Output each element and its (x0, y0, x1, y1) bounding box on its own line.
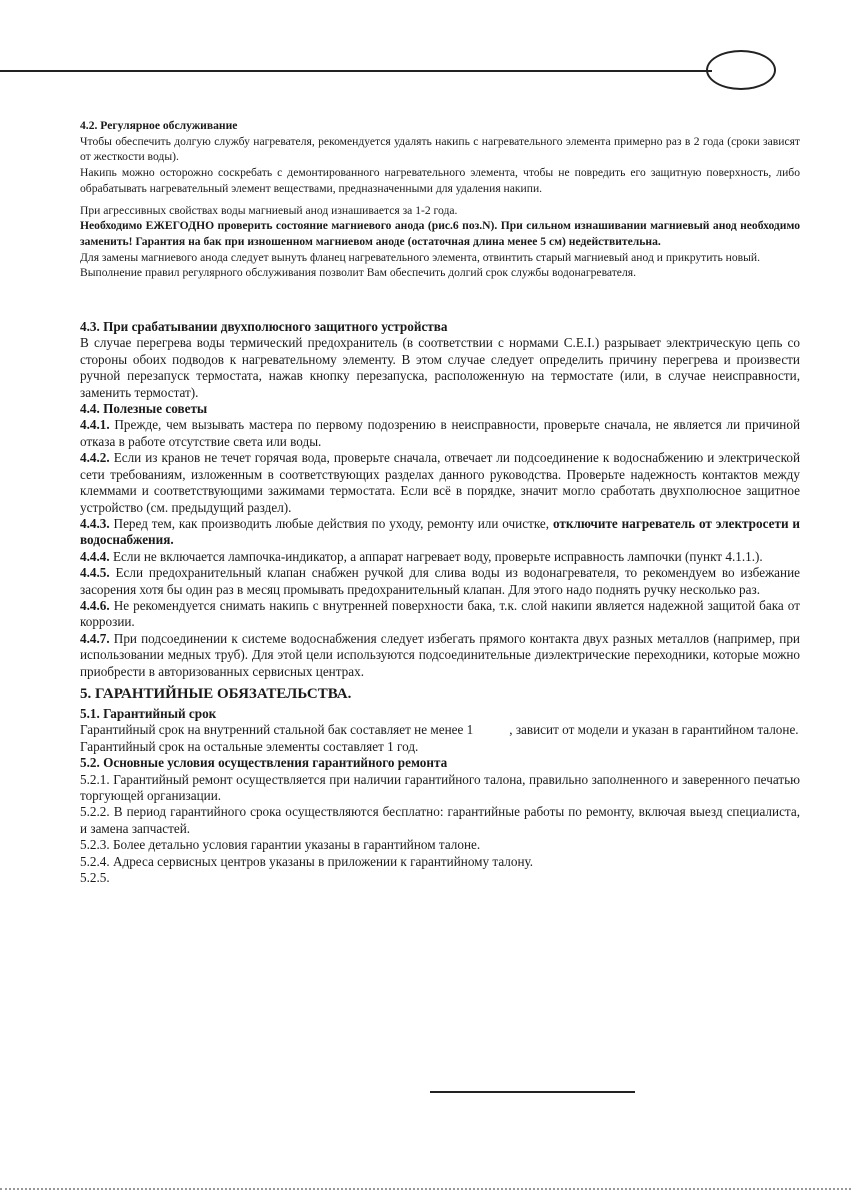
section-title: 4.4. Полезные советы (80, 401, 208, 417)
list-item: 5.2.1. Гарантийный ремонт осуществляется при наличии гарантийного талона, правильно заполненного и заверенного печатью торгующей организации. (80, 771, 800, 803)
section-5 (80, 684, 800, 886)
item-text: Если из кранов не течет горячая вода, проверьте сначала, отвечает ли подсоединение к водоснабжению и электрической сети требованиям, изложенным в соответствующих разделах данного руководства. Проверьте надежность контактов между клеммами и соответствующими зажимами термостата. Если всё в порядке, значит могло сработать двухполюсное защитное устройство (см. предыдущий раздел). (80, 450, 801, 515)
page-content (80, 118, 800, 886)
paragraph: При агрессивных свойствах воды магниевый анод изнашивается за 1-2 года. (80, 203, 458, 217)
paragraph-part: Гарантийный срок на внутренний стальной бак составляет не менее 1 (80, 722, 474, 738)
paragraph (80, 722, 800, 738)
paragraph: Для замены магниевого анода следует вынуть фланец нагревательного элемента, отвинтить старый магниевый анод и прикрутить новый. (80, 250, 761, 264)
paragraph: Выполнение правил регулярного обслуживания позволит Вам обеспечить долгий срок службы водонагревателя. (80, 266, 636, 280)
item-text: При подсоединении к системе водоснабжения следует избегать прямого контакта двух разных металлов (например, при использовании медных труб). Для этой цели используются подсоединительные диэлектрические переходники, которые можно приобрести в авторизованных сервисных центрах. (80, 630, 800, 679)
item-bold-text: отключите нагреватель от электросети и водоснабжения. (80, 515, 801, 548)
list-item (80, 631, 800, 680)
list-item: 5.2.4. Адреса сервисных центров указаны в приложении к гарантийному талону. (80, 853, 534, 869)
item-number: 4.4.5. (80, 565, 110, 581)
section-title: 5.2. Основные условия осуществления гарантийного ремонта (80, 755, 448, 771)
list-item: 5.2.5. (80, 870, 110, 886)
list-item (80, 565, 800, 598)
item-number: 4.4.3. (80, 515, 110, 531)
section-4-4 (80, 401, 800, 680)
list-item (80, 598, 800, 631)
item-number: 4.4.7. (80, 630, 110, 646)
paragraph: В случае перегрева воды термический предохранитель (в соответствии с нормами C.E.I.) разрывает электрическую цепь со стороны обоих подводов к нагревательному элементу. В этом случае следует определить причину перегрева и произвести ручной перезапуск термостата, нажав кнопку перезапуска, расположенную на термостате (или, в случае неисправности, заменить термостат). (80, 335, 800, 400)
item-number: 4.4.2. (80, 450, 110, 466)
item-number: 4.4.6. (80, 597, 110, 613)
item-text: Не рекомендуется снимать накипь с внутренней поверхности бака, т.к. слой накипи является надежной защитой бака от коррозии. (80, 597, 800, 630)
list-item: 5.2.3. Более детально условия гарантии указаны в гарантийном талоне. (80, 837, 481, 853)
item-number: 4.4.4. (80, 548, 110, 564)
chapter-title: 5. ГАРАНТИЙНЫЕ ОБЯЗАТЕЛЬСТВА. (80, 685, 352, 702)
section-4-2 (80, 118, 800, 281)
paragraph: Гарантийный срок на остальные элементы составляет 1 год. (80, 738, 419, 754)
section-title: 4.3. При срабатывании двухполюсного защитного устройства (80, 319, 448, 335)
item-text: Если не включается лампочка-индикатор, а аппарат нагревает воду, проверьте исправность лампочки (пункт 4.1.1.). (112, 548, 763, 564)
item-number: 4.4.1. (80, 417, 110, 433)
section-4-3 (80, 319, 800, 401)
item-text: Если предохранительный клапан снабжен ручкой для слива воды из водонагревателя, то рекомендуем во избежание засорения хотя бы один раз в месяц промывать предохранительный клапан. Для этого надо поднять ручку несколько раз. (80, 565, 800, 597)
paragraph: Чтобы обеспечить долгую службу нагревателя, рекомендуется удалять накипь с нагревательного элемента примерно раз в 2 года (сроки зависят от жесткости воды). (80, 134, 800, 164)
paragraph: Накипь можно осторожно соскребать с демонтированного нагревательного элемента, чтобы не повредить его защитную поверхность, либо обрабатывать нагревательный элемент веществами, предназначенными для удаления накипи. (80, 166, 800, 195)
page-edge (0, 1188, 851, 1190)
list-item (80, 516, 800, 549)
paragraph-part: , зависит от модели и указан в гарантийном талоне. (509, 722, 799, 738)
item-text: Прежде, чем вызывать мастера по первому подозрению в неисправности, проверьте сначала, не является ли причиной отказа в работе отсутствие света или воды. (80, 417, 801, 449)
list-item: 5.2.2. В период гарантийного срока осуществляются бесплатно: гарантийные работы по ремонту, включая выезд специалиста, и замена запчастей. (80, 804, 800, 836)
footer-rule (430, 1091, 635, 1093)
item-text: Перед тем, как производить любые действия по уходу, ремонту или очистке, (113, 515, 550, 531)
list-item (80, 450, 800, 516)
header-rule (0, 70, 712, 72)
warning-paragraph: Необходимо ЕЖЕГОДНО проверить состояние магниевого анода (рис.6 поз.N). При сильном изнашивании магниевый анод необходимо заменить! Гарантия на бак при изношенном магниевом аноде (остаточная длина менее 5 см) недействительна. (80, 219, 800, 248)
list-item (80, 549, 800, 565)
section-title: 5.1. Гарантийный срок (80, 705, 217, 721)
list-item (80, 417, 800, 450)
section-title: 4.2. Регулярное обслуживание (80, 119, 238, 132)
page-number-circle (706, 50, 776, 90)
